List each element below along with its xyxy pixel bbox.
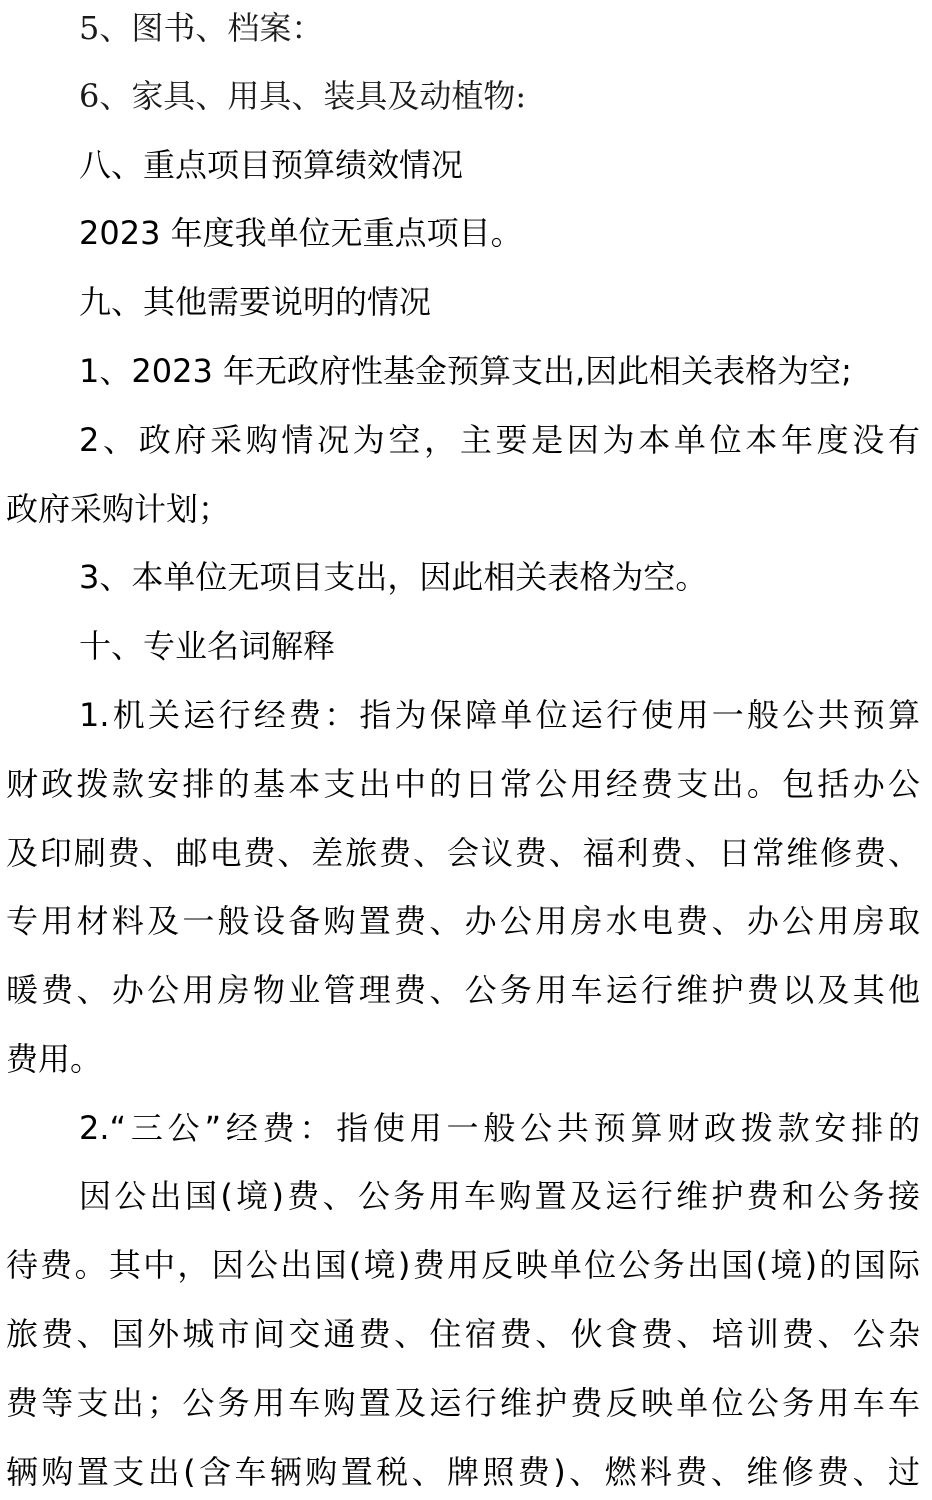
glossary-item-2-line-3: 待费。其中，因公出国(境)费用反映单位公务出国(境)的国际 bbox=[6, 1246, 920, 1284]
glossary-item-1-line-3: 及印刷费、邮电费、差旅费、会议费、福利费、日常维修费、 bbox=[6, 834, 920, 872]
glossary-item-1-line-5: 暖费、办公用房物业管理费、公务用车运行维护费以及其他 bbox=[6, 971, 920, 1009]
glossary-item-2-line-6: 辆购置支出(含车辆购置税、牌照费)、燃料费、维修费、过 bbox=[6, 1453, 920, 1491]
section-heading-other-notes: 九、其他需要说明的情况 bbox=[79, 283, 432, 321]
glossary-item-1-line-4: 专用材料及一般设备购置费、办公用房水电费、办公用房取 bbox=[6, 902, 920, 940]
section-heading-glossary: 十、专业名词解释 bbox=[79, 627, 336, 665]
list-item-books-archives: 5、图书、档案： bbox=[79, 9, 324, 47]
glossary-item-1-line-2: 财政拨款安排的基本支出中的日常公用经费支出。包括办公 bbox=[6, 765, 920, 803]
note-item-3: 3、本单位无项目支出，因此相关表格为空。 bbox=[79, 558, 708, 596]
section-heading-key-project-performance: 八、重点项目预算绩效情况 bbox=[79, 146, 464, 184]
list-item-furniture-equipment: 6、家具、用具、装具及动植物: bbox=[79, 77, 527, 115]
glossary-item-2-line-4: 旅费、国外城市间交通费、住宿费、伙食费、培训费、公杂 bbox=[6, 1315, 920, 1353]
glossary-item-1-line-1: 1.机关运行经费：指为保障单位运行使用一般公共预算 bbox=[79, 696, 920, 734]
note-item-2-line-2: 政府采购计划； bbox=[6, 490, 231, 528]
glossary-item-2-line-2: 因公出国(境)费、公务用车购置及运行维护费和公务接 bbox=[79, 1177, 920, 1215]
glossary-item-1-line-6: 费用。 bbox=[6, 1040, 103, 1078]
glossary-item-2-line-5: 费等支出；公务用车购置及运行维护费反映单位公务用车车 bbox=[6, 1384, 920, 1422]
glossary-item-2-line-1: 2.“三公”经费：指使用一般公共预算财政拨款安排的 bbox=[79, 1109, 920, 1147]
note-item-1: 1、2023 年无政府性基金预算支出,因此相关表格为空; bbox=[79, 352, 852, 390]
paragraph-no-key-projects: 2023 年度我单位无重点项目。 bbox=[79, 214, 523, 252]
note-item-2-line-1: 2、政府采购情况为空，主要是因为本单位本年度没有 bbox=[79, 421, 920, 459]
